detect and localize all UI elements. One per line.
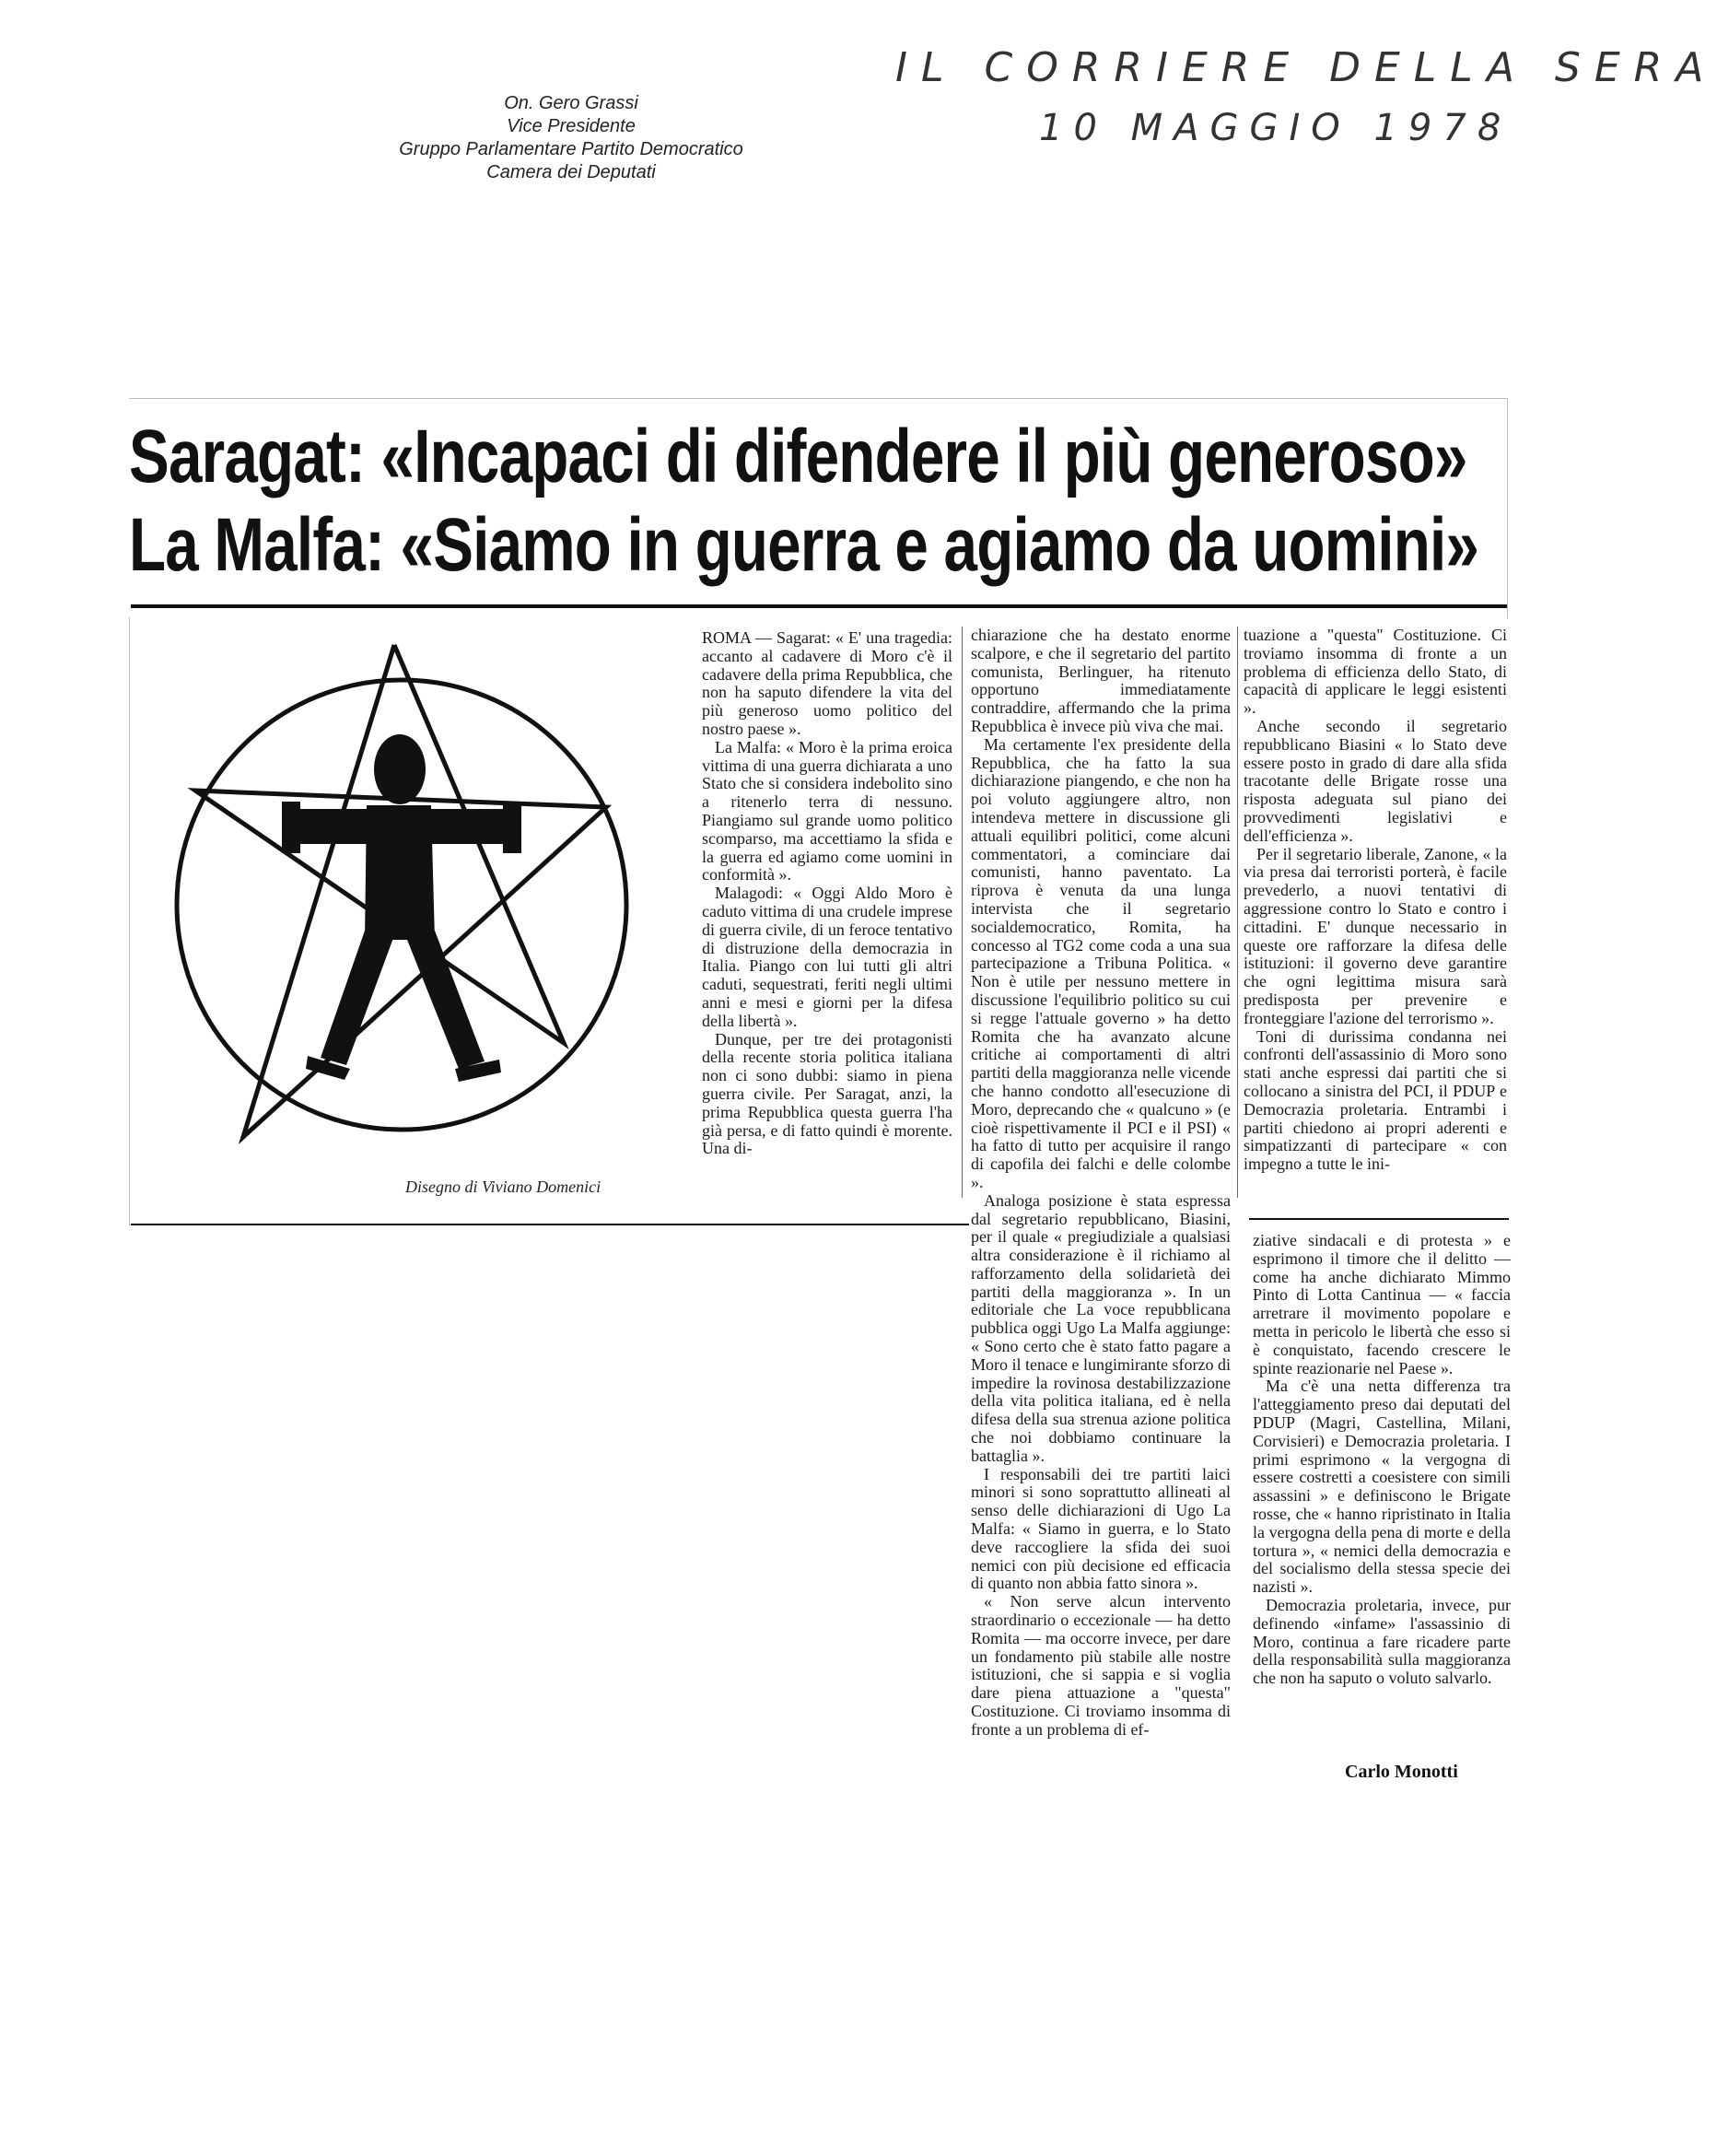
headline-line-1: Saragat: «Incapaci di difendere il più generoso» (129, 415, 1467, 498)
col3b-paragraph: ziative sindacali e di protesta » e esprimono il timore che il delitto — come ha anche dichiarato Mimmo Pinto di Lotta Cantinua — « faccia arretrare il movimento popolare e metta in pericolo le libertà che esso si è conquistato, facendo crescere le spinte reazionarie nel Paese ». (1253, 1231, 1511, 1377)
col3b-paragraph: Ma c'è una netta differenza tra l'atteggiamento preso dai deputati del PDUP (Magri, Castellina, Milani, Corvisieri) e Democrazia proletaria. I primi esprimono « la vergogna di essere costretti a coesistere con simili assassini » e definiscono le Brigate rosse, che « hanno ripristinato in Italia la vergogna della pena di morte e della tortura », « nemici della democrazia e del socialismo della stessa specie dei nazisti ». (1253, 1377, 1511, 1597)
col1-paragraph: La Malfa: « Moro è la prima eroica vittima di una guerra dichiarata a uno Stato che si considera indebolito sino a ritenerlo terra di nessuno. Piangiamo sul grande uomo politico scomparso, ma accettiamo la sfida e la guerra ed agiamo come uomini in conformità ». (702, 737, 952, 885)
human-figure-icon (282, 734, 521, 1082)
article-headline (129, 413, 1479, 590)
clipping-top-edge (129, 398, 1507, 399)
col1-paragraph: Dunque, per tre dei protagonisti della recente storia politica italiana non ci sono dubbi: siamo in piena guerra civile. Per Saragat, anzi, la prima Repubblica questa guerra l'ha già persa, e di fatto quindi è morente. Una di- (702, 1029, 952, 1158)
sender-role: Vice Presidente (507, 116, 636, 136)
handwritten-date: 10 MAGGIO 1978 (1039, 107, 1513, 149)
sender-chamber: Camera dei Deputati (486, 162, 656, 182)
article-column-3-bottom (1253, 1232, 1511, 1781)
col3a-paragraph: Toni di durissima condanna nei confronti dell'assassinio di Moro sono stati anche espressi dai partiti che si collocano a sinistra del PCI, il PDUP e Democrazia proletaria. Entrambi i partiti chiedono ai propri aderenti e simpatizzanti di partecipare « con impegno a tutte le ini- (1244, 1026, 1507, 1174)
article-author: Carlo Monotti (1345, 1762, 1458, 1782)
column-3-break-rule (1249, 1218, 1509, 1220)
col3a-paragraph: Per il segretario liberale, Zanone, « la via presa dai terroristi porterà, è facile prevederlo, a nuovi tentativi di aggressione contro lo Stato e contro i cittadini. E' dunque necessario in queste ore rafforzare la difesa delle istituzioni: il governo deve garantire che ogni legittima misura sarà predisposta per prevenire e fronteggiare l'azione del terrorismo ». (1244, 844, 1507, 1027)
headline-rule (131, 604, 1507, 608)
headline-line-2: La Malfa: «Siamo in guerra e agiamo da uomini» (129, 503, 1479, 587)
article-column-1 (702, 629, 952, 1193)
sender-group: Gruppo Parlamentare Partito Democratico (399, 139, 743, 159)
col1-paragraph: Malagodi: « Oggi Aldo Moro è caduto vittima di una crudele imprese di guerra civile, di un feroce tentativo di distruzione della democrazia in Italia. Piango con lui tutti gli altri caduti, sequestrati, feriti negli ultimi anni e mesi e giorni per la difesa della libertà ». (702, 884, 952, 1030)
article-column-3-top (1244, 627, 1507, 1198)
clipping-right-edge (1507, 398, 1508, 619)
col3a-paragraph: tuazione a "questa" Costituzione. Ci troviamo insomma di fronte a un problema di efficienza dello Stato, di capacità di applicare le leggi esistenti ». (1244, 626, 1507, 718)
clipping-left-edge (129, 617, 130, 1225)
column-divider-1 (962, 627, 963, 1198)
sender-name: On. Gero Grassi (504, 93, 638, 113)
illustration-caption: Disegno di Viviano Domenici (405, 1178, 602, 1196)
article-column-2 (971, 627, 1231, 2110)
handwritten-source: IL CORRIERE DELLA SERA (895, 44, 1717, 91)
pentagram-figure-drawing (153, 636, 650, 1152)
col2-paragraph: chiarazione che ha destato enorme scalpore, e che il segretario del partito comunista, Berlinguer, ha ritenuto opportuno immediatamente contraddire, affermando che la prima Repubblica è invece più viva che mai. (971, 626, 1231, 735)
sender-block (341, 92, 801, 184)
col2-paragraph: I responsabili dei tre partiti laici minori si sono soprattutto allineati al senso delle dichiarazioni di Ugo La Malfa: « Siamo in guerra, e lo Stato deve raccogliere la sfida dei suoi nemici con più decisione ed efficacia di quanto non abbia fatto sinora ». (971, 1464, 1231, 1593)
col3a-paragraph: Anche secondo il segretario repubblicano Biasini « lo Stato deve essere posto in grado di dare alla sfida tracotante delle Brigate rosse una risposta adeguata sul piano dei provvedimenti legislativi e dell'efficienza ». (1244, 716, 1507, 845)
col3b-paragraph: Democrazia proletaria, invece, pur definendo «infame» l'assassinio di Moro, continua a fare ricadere parte della responsabilità sulla maggioranza che non ha saputo o voluto salvarlo. (1253, 1595, 1511, 1688)
col2-paragraph: Ma certamente l'ex presidente della Repubblica, che ha fatto la sua dichiarazione piangendo, e che non ha poi voluto aggiungere altro, non intendeva mettere in discussione gli attuali equilibri politici, come alcuni commentatori, a cominciare dai comunisti, hanno paventato. La riprova è venuta da una lunga intervista che il segretario socialdemocratico, Romita, ha concesso al TG2 come coda a una sua partecipazione a Tribuna Politica. « Non è utile per nessuno mettere in discussione l'equilibrio politico su cui si regge l'attuale governo » ha detto Romita che ha avanzato alcune critiche ai comportamenti di altri partiti della maggioranza nelle vicende che hanno condotto all'esecuzione di Moro, deprecando che « qualcuno » (e cioè rispettivamente il PCI e il PSI) « ha fatto di tutto per acquisire il rango di capofila dei falchi e delle colombe ». (971, 734, 1231, 1191)
col2-paragraph: Analoga posizione è stata espressa dal segretario repubblicano, Biasini, per il quale « pregiudiziale a qualsiasi altra considerazione è il richiamo al rafforzamento della solidarietà dei partiti della maggioranza ». In un editoriale che La voce repubblicana pubblica oggi Ugo La Malfa aggiunge: « Sono certo che è stato fatto pagare a Moro il tenace e lungimirante sforzo di impedire la rovinosa destabilizzazione della vita politica italiana, ed è nella difesa della sua strenua azione politica che noi dobbiamo continuare la battaglia ». (971, 1190, 1231, 1465)
bottom-rule (131, 1224, 969, 1225)
col2-paragraph: « Non serve alcun intervento straordinario o eccezionale — ha detto Romita — ma occorre invece, per dare un fondamento più stabile alle nostre istituzioni, che si sappia e si voglia dare piena attuazione a "questa" Costituzione. Ci troviamo insomma di fronte a un problema di ef- (971, 1592, 1231, 1739)
col1-paragraph: ROMA — Sagarat: « E' una tragedia: accanto al cadavere di Moro c'è il cadavere della prima Repubblica, che non ha saputo difendere la vita del più generoso uomo politico del nostro paese ». (702, 628, 952, 738)
column-divider-2 (1237, 627, 1238, 1198)
